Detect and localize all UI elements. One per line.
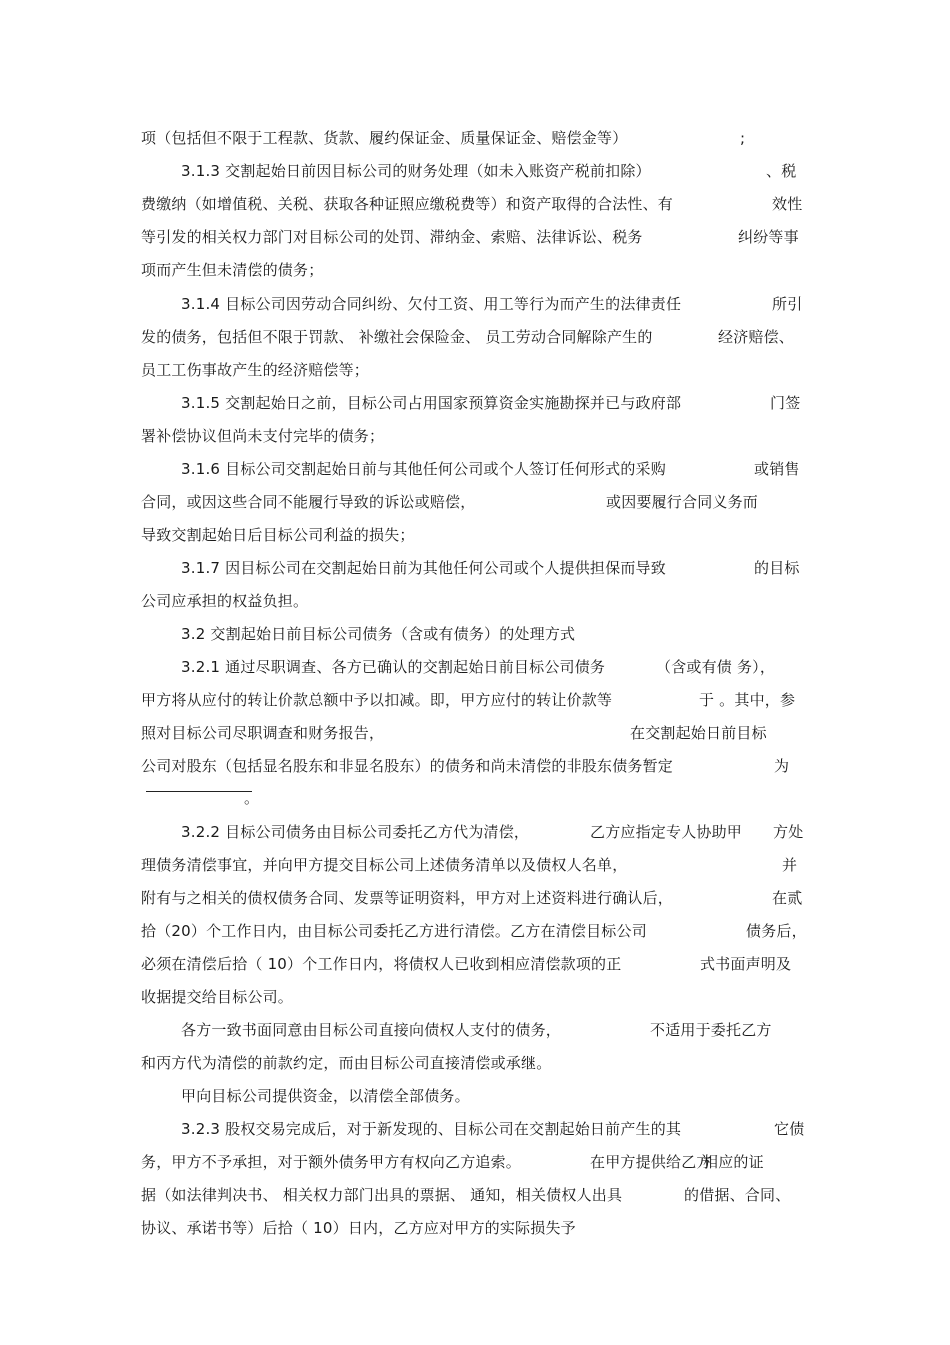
text-line: 效性 xyxy=(772,195,803,213)
text-line: 理债务清偿事宜，并向甲方提交目标公司上述债务清单以及债权人名单， xyxy=(141,856,628,874)
text-line: 各方一致书面同意由目标公司直接向债权人支付的债务， xyxy=(181,1021,562,1039)
text-line: 的目标 xyxy=(754,559,800,577)
text-line: 不适用于委托乙方 xyxy=(650,1021,772,1039)
text-line: 等引发的相关权力部门对目标公司的处罚、滞纳金、索赔、法律诉讼、税务 xyxy=(141,228,643,246)
text-line: 在交割起始日前目标 xyxy=(630,724,767,742)
text-line: 拾（20）个工作日内，由目标公司委托乙方进行清偿。乙方在清偿目标公司 xyxy=(141,922,647,940)
clause-3-1-7: 3.1.7 因目标公司在交割起始日前为其他任何公司或个人提供担保而导致 xyxy=(181,559,666,577)
text-line: 员工工伤事故产生的经济赔偿等； xyxy=(141,361,370,379)
text-line: 相应的证 xyxy=(703,1153,764,1171)
text-line: 所引 xyxy=(772,295,803,313)
text-line: ; xyxy=(740,129,746,147)
clause-3-2-2: 3.2.2 目标公司债务由目标公司委托乙方代为清偿， xyxy=(181,823,530,841)
text-line: 于 。其中，参 xyxy=(699,691,796,709)
text-line: 发的债务，包括但不限于罚款、 补缴社会保险金、 员工劳动合同解除产生的 xyxy=(141,328,653,346)
text-line: 的借据、合同、 xyxy=(684,1186,791,1204)
text-line: 、税 xyxy=(766,162,797,180)
text-line: 或销售 xyxy=(754,460,800,478)
text-line: 导致交割起始日后目标公司利益的损失； xyxy=(141,526,415,544)
text-line: 必须在清偿后拾（ 10）个工作日内，将债权人已收到相应清偿款项的正 xyxy=(141,955,622,973)
text-line: 式书面声明及 xyxy=(700,955,792,973)
text-line: 在甲方提供给乙方 xyxy=(590,1153,712,1171)
text-line: 甲方将从应付的转让价款总额中予以扣减。即，甲方应付的转让价款等 xyxy=(141,691,613,709)
clause-3-2-3: 3.2.3 股权交易完成后，对于新发现的、目标公司在交割起始日前产生的其 xyxy=(181,1120,682,1138)
text-line: 门签 xyxy=(770,394,801,412)
text-line: 并 xyxy=(782,856,798,874)
text-line: 和丙方代为清偿的前款约定，而由目标公司直接清偿或承继。 xyxy=(141,1054,552,1072)
clause-3-2-1: 3.2.1 通过尽职调查、各方已确认的交割起始日前目标公司债务 xyxy=(181,658,606,676)
text-line: 方处 xyxy=(773,823,804,841)
text-line: 或因要履行合同义务而 xyxy=(606,493,759,511)
clause-3-1-6: 3.1.6 目标公司交割起始日前与其他任何公司或个人签订任何形式的采购 xyxy=(181,460,666,478)
text-line: 协议、承诺书等）后拾（ 10）日内，乙方应对甲方的实际损失予 xyxy=(141,1219,576,1237)
clause-3-1-4: 3.1.4 目标公司因劳动合同纠纷、欠付工资、用工等行为而产生的法律责任 xyxy=(181,295,682,313)
text-line: 合同，或因这些合同不能履行导致的诉讼或赔偿， xyxy=(141,493,476,511)
fill-in-blank xyxy=(146,791,252,792)
text-line: 乙方应指定专人协助甲 xyxy=(590,823,743,841)
text-line: 务，甲方不予承担，对于额外债务甲方有权向乙方追索。 xyxy=(141,1153,522,1171)
clause-3-1-3: 3.1.3 交割起始日前因目标公司的财务处理（如未入账资产税前扣除） xyxy=(181,162,651,180)
text-line: 收据提交给目标公司。 xyxy=(141,988,294,1006)
text-line: 甲向目标公司提供资金，以清偿全部债务。 xyxy=(181,1087,470,1105)
text-line: 项而产生但未清偿的债务； xyxy=(141,261,324,279)
section-3-2-heading: 3.2 交割起始日前目标公司债务（含或有债务）的处理方式 xyxy=(181,625,576,643)
text-line: 署补偿协议但尚未支付完毕的债务； xyxy=(141,427,385,445)
text-line: 项（包括但不限于工程款、货款、履约保证金、质量保证金、赔偿金等） xyxy=(141,129,628,147)
clause-3-1-5: 3.1.5 交割起始日之前，目标公司占用国家预算资金实施勘探并已与政府部 xyxy=(181,394,682,412)
text-line: 债务后， xyxy=(746,922,807,940)
text-line: （含或有债 务）， xyxy=(656,658,776,676)
text-line: 。 xyxy=(244,789,260,807)
text-line: 它债 xyxy=(774,1120,805,1138)
text-line: 照对目标公司尽职调查和财务报告， xyxy=(141,724,385,742)
text-line: 在贰 xyxy=(772,889,803,907)
text-line: 附有与之相关的债权债务合同、发票等证明资料，甲方对上述资料进行确认后， xyxy=(141,889,674,907)
text-line: 为 xyxy=(774,757,790,775)
text-line: 经济赔偿、 xyxy=(718,328,795,346)
text-line: 据（如法律判决书、 相关权力部门出具的票据、 通知，相关债权人出具 xyxy=(141,1186,623,1204)
text-line: 费缴纳（如增值税、关税、获取各种证照应缴税费等）和资产取得的合法性、有 xyxy=(141,195,674,213)
text-line: 纠纷等事 xyxy=(738,228,799,246)
text-line: 公司应承担的权益负担。 xyxy=(141,592,309,610)
text-line: 公司对股东（包括显名股东和非显名股东）的债务和尚未清偿的非股东债务暂定 xyxy=(141,757,674,775)
